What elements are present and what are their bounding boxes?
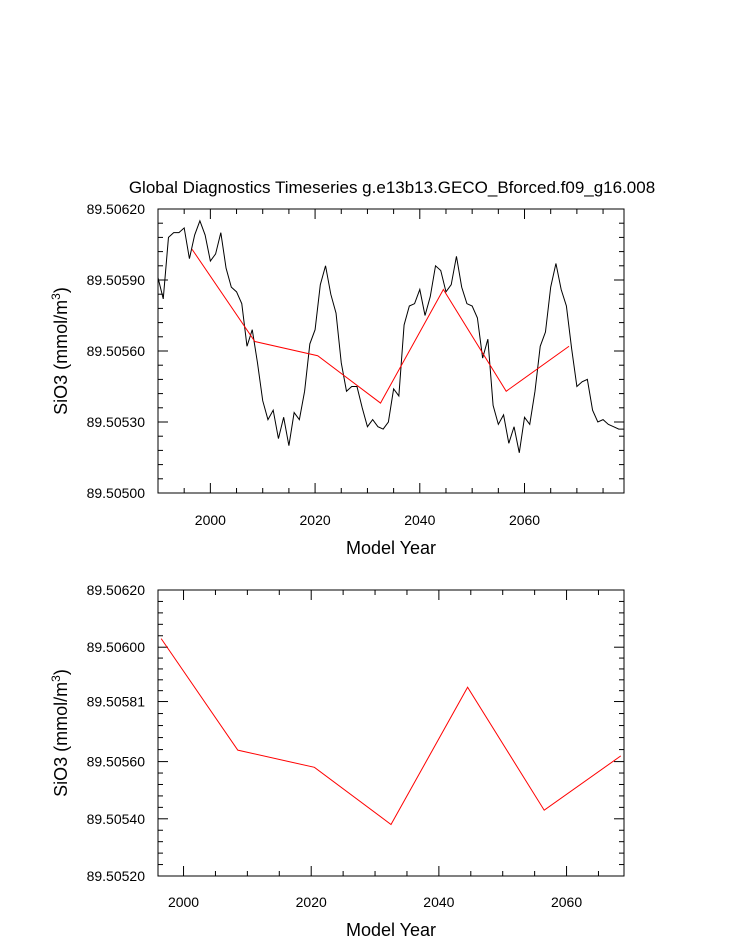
x-axis-title: Model Year bbox=[345, 920, 437, 940]
y-axis-title-main: SiO3 (mmol/m bbox=[51, 681, 71, 797]
y-tick-label: 89.50560 bbox=[86, 343, 145, 359]
plot-frame bbox=[158, 590, 624, 876]
x-tick-label: 2000 bbox=[167, 894, 200, 910]
y-tick-label: 89.50600 bbox=[86, 639, 145, 656]
y-tick-label: 89.50581 bbox=[86, 693, 145, 710]
series-line-annual-mean bbox=[192, 249, 569, 403]
x-tick-label: 2060 bbox=[508, 512, 541, 528]
y-tick-label: 89.50620 bbox=[86, 582, 145, 598]
y-axis-title-superscript: 3 bbox=[49, 675, 63, 682]
x-axis-title: Model Year bbox=[345, 538, 437, 558]
y-axis-title-main: SiO3 (mmol/m bbox=[51, 299, 71, 415]
y-tick-label: 89.50540 bbox=[86, 810, 145, 827]
y-tick-label: 89.50520 bbox=[86, 868, 145, 884]
timeseries-panel-bottom bbox=[49, 582, 624, 940]
y-axis-title-close: ) bbox=[51, 287, 71, 294]
y-tick-label: 89.50560 bbox=[86, 753, 145, 770]
x-tick-label: 2060 bbox=[550, 894, 583, 910]
y-axis-title bbox=[49, 287, 71, 415]
x-tick-label: 2040 bbox=[423, 894, 455, 910]
series-line-monthly bbox=[158, 221, 624, 453]
y-axis-title-close: ) bbox=[51, 669, 71, 676]
chart-title: Global Diagnostics Timeseries g.e13b13.GECO_Bforced.f09_g16.008 bbox=[128, 178, 656, 197]
y-tick-label: 89.50530 bbox=[86, 414, 145, 430]
y-tick-label: 89.50500 bbox=[86, 485, 145, 501]
x-tick-label: 2000 bbox=[194, 512, 226, 528]
y-axis-title bbox=[49, 669, 71, 797]
series-line-annual-mean bbox=[161, 639, 621, 825]
x-tick-label: 2020 bbox=[295, 894, 327, 910]
y-axis-title-superscript: 3 bbox=[49, 293, 63, 300]
y-tick-label: 89.50590 bbox=[86, 272, 145, 288]
y-tick-label: 89.50620 bbox=[86, 201, 145, 217]
plot-frame bbox=[158, 209, 624, 493]
x-tick-label: 2040 bbox=[404, 512, 436, 528]
timeseries-panel-top bbox=[49, 201, 624, 558]
x-tick-label: 2020 bbox=[299, 512, 331, 528]
